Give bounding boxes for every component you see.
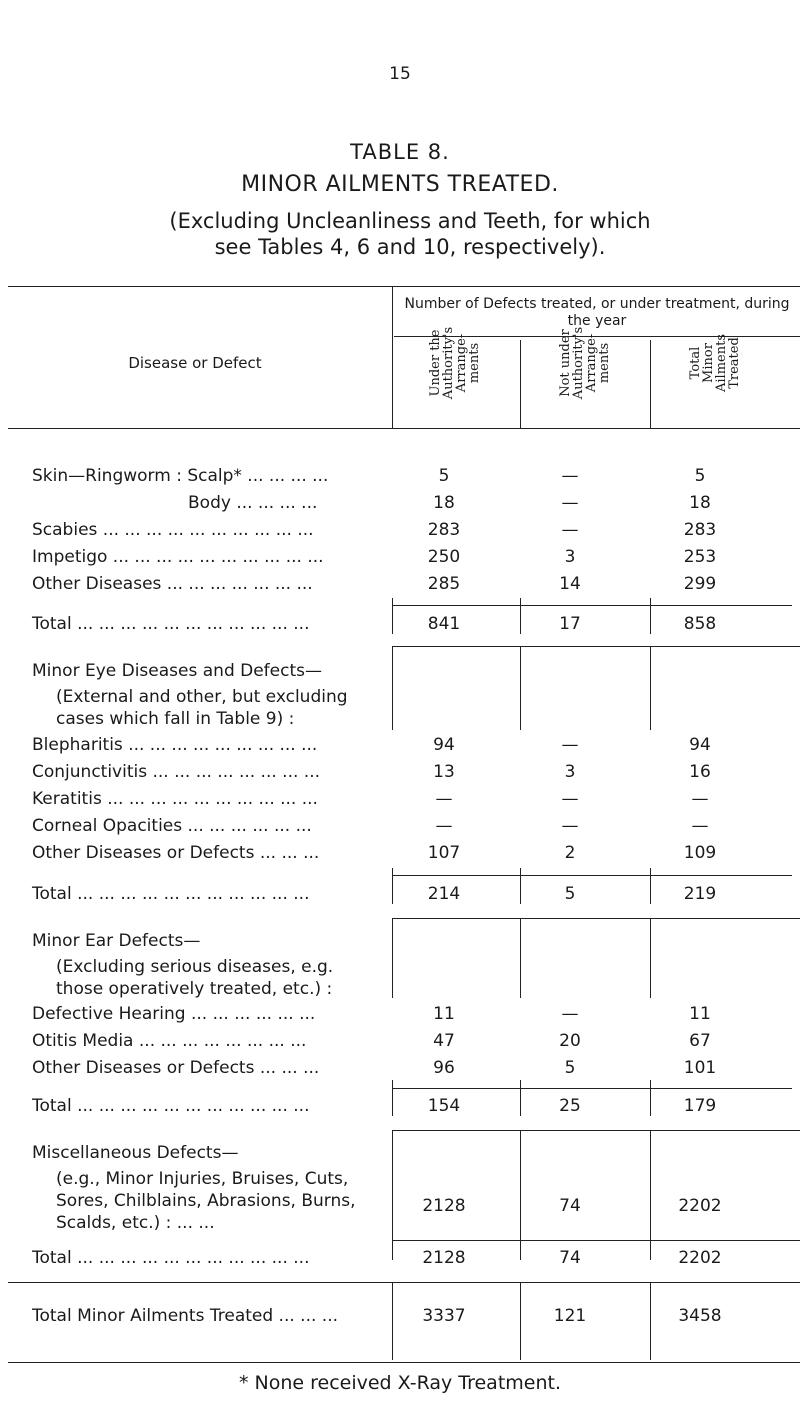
table-bottom-rule [8, 1362, 800, 1363]
column-header-under-authority: Under the Authority's Arrange- ments [428, 326, 482, 400]
section-rule [392, 1130, 800, 1131]
table-row: Scabies ... ... ... ... ... ... ... ... ... ... 283 — 283 [32, 520, 717, 540]
header-top-rule [8, 286, 800, 287]
header-divider [520, 340, 521, 428]
section-heading: Minor Ear Defects— [32, 931, 201, 951]
section-note: (Excluding serious diseases, e.g. those operatively treated, etc.) : [56, 957, 334, 999]
total-row: Total ... ... ... ... ... ... ... ... ... ... ... 2128 74 2202 [32, 1248, 722, 1268]
table-title: MINOR AILMENTS TREATED. [241, 172, 559, 197]
column-group-header: Number of Defects treated, or under treatment, during the year [404, 296, 790, 329]
header-bottom-rule [8, 428, 800, 429]
section-ear [32, 930, 382, 1000]
table-row: Corneal Opacities ... ... ... ... ... ... — — — [32, 816, 709, 836]
footnote: * None received X-Ray Treatment. [238, 1372, 562, 1394]
total-row: Total ... ... ... ... ... ... ... ... ... ... ... 841 17 858 [32, 614, 717, 634]
section-divider [650, 646, 651, 730]
total-rule [392, 1240, 800, 1241]
column-header-total: Total Minor Ailments Treated [688, 334, 742, 392]
table-subtitle: (Excluding Uncleanliness and Teeth, for which see Tables 4, 6 and 10, respectively). [169, 209, 651, 259]
table-row: Defective Hearing ... ... ... ... ... ... 11 — 11 [32, 1004, 711, 1024]
total-rule [392, 605, 792, 606]
table-row: 2128 74 2202 [422, 1196, 722, 1216]
grand-total-row: Total Minor Ailments Treated ... ... ... 3337 121 3458 [32, 1306, 722, 1326]
table-row: Body ... ... ... ... 18 — 18 [188, 493, 711, 513]
table-row: Keratitis ... ... ... ... ... ... ... ... ... ... — — — [32, 789, 709, 809]
page-number: 15 [389, 64, 411, 84]
disease-column-header: Disease or Defect [128, 354, 262, 372]
table-row: Blepharitis ... ... ... ... ... ... ... ... ... 94 — 94 [32, 735, 711, 755]
section-eye [32, 660, 382, 730]
table-row: Other Diseases or Defects ... ... ... 107 2 109 [32, 843, 717, 863]
section-divider [650, 918, 651, 998]
table-row: Skin—Ringworm : Scalp* ... ... ... ... 5 — 5 [32, 466, 706, 486]
total-row: Total ... ... ... ... ... ... ... ... ... ... ... 154 25 179 [32, 1096, 717, 1116]
table-row: Impetigo ... ... ... ... ... ... ... ... ... ... 250 3 253 [32, 547, 717, 567]
total-row: Total ... ... ... ... ... ... ... ... ... ... ... 214 5 219 [32, 884, 717, 904]
total-rule [392, 1088, 792, 1089]
column-header-not-under-authority: Not under Authority's Arrange- ments [558, 326, 612, 400]
table-row: Other Diseases ... ... ... ... ... ... ... 285 14 299 [32, 574, 717, 594]
table-label: TABLE 8. [350, 140, 450, 164]
section-heading: Minor Eye Diseases and Defects— [32, 661, 322, 681]
section-rule [392, 918, 800, 919]
section-note: (External and other, but excluding cases which fall in Table 9) : [56, 687, 348, 729]
section-divider [520, 646, 521, 730]
table-row: Conjunctivitis ... ... ... ... ... ... ... ... 13 3 16 [32, 762, 711, 782]
table-row: Otitis Media ... ... ... ... ... ... ... ... 47 20 67 [32, 1031, 711, 1051]
total-rule [392, 875, 792, 876]
section-divider [392, 918, 393, 998]
section-note: (e.g., Minor Injuries, Bruises, Cuts, Sores, Chilblains, Abrasions, Burns, Scalds, etc.) : ... ... [56, 1169, 356, 1233]
header-divider [392, 286, 393, 428]
header-divider [650, 340, 651, 428]
section-divider [392, 646, 393, 730]
section-heading: Miscellaneous Defects— [32, 1143, 239, 1163]
section-rule [392, 646, 800, 647]
grand-total-top-rule [8, 1282, 800, 1283]
table-row: Other Diseases or Defects ... ... ... 96 5 101 [32, 1058, 717, 1078]
section-divider [520, 918, 521, 998]
